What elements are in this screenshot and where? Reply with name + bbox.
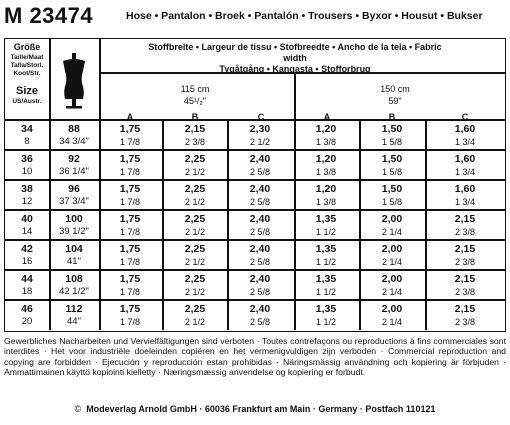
yardage-meters: 1,60 [454, 183, 476, 195]
col-header-150-b: B [388, 112, 396, 122]
hip-inch: 37 3/4" [59, 196, 89, 207]
yardage-meters: 2,15 [454, 273, 476, 285]
yardage-yards: 2 1/2 [184, 227, 206, 237]
size-us: 12 [21, 196, 33, 207]
hip-cm: 92 [68, 153, 80, 165]
yardage-meters: 1,60 [454, 153, 476, 165]
publisher-footer [0, 404, 510, 414]
yardage-yards: 2 5/8 [249, 197, 271, 207]
size-label-de: Größe [13, 42, 41, 52]
yardage-meters: 2,40 [249, 213, 271, 225]
hip-inch: 34 3/4" [59, 136, 89, 147]
size-label-es: Talla/Storl. [10, 62, 44, 69]
yardage-yards: 2 3/8 [454, 287, 476, 297]
size-eu: 44 [21, 273, 33, 285]
yardage-yards: 1 7/8 [119, 227, 141, 237]
yardage-meters: 1,75 [119, 273, 141, 285]
yardage-yards: 1 7/8 [119, 287, 141, 297]
yardage-yards: 1 3/8 [315, 197, 337, 207]
yardage-meters: 2,40 [249, 153, 271, 165]
yardage-meters: 1,20 [315, 123, 337, 135]
yardage-yards: 2 1/2 [184, 257, 206, 267]
size-eu: 34 [21, 123, 33, 135]
garment-name-languages: Hose • Pantalon • Broek • Pantalón • Trousers • Byxor • Housut • Bukser [126, 10, 483, 22]
yardage-meters: 1,20 [315, 153, 337, 165]
yardage-yards: 1 1/2 [315, 257, 337, 267]
yardage-yards: 2 5/8 [249, 257, 271, 267]
yardage-yards: 2 5/8 [249, 167, 271, 177]
yardage-yards: 2 1/4 [381, 317, 403, 327]
hip-inch: 36 1/4" [59, 166, 89, 177]
yardage-meters: 1,20 [315, 183, 337, 195]
yardage-meters: 2,00 [381, 243, 403, 255]
width-115-cm: 115 cm [180, 84, 210, 94]
yardage-yards: 2 1/4 [381, 227, 403, 237]
dress-form-icon [57, 53, 91, 111]
size-label-nl: Taille/Maat [10, 54, 44, 61]
yardage-meters: 1,35 [315, 243, 337, 255]
yardage-meters: 2,15 [454, 303, 476, 315]
hip-inch: 44" [67, 316, 81, 327]
hip-cm: 100 [65, 213, 83, 225]
col-header-115-c: C [257, 112, 265, 122]
yardage-yards: 1 7/8 [119, 257, 141, 267]
yardage-yards: 1 3/8 [315, 167, 337, 177]
yardage-meters: 2,15 [454, 243, 476, 255]
yardage-meters: 2,00 [381, 303, 403, 315]
yardage-yards: 1 5/8 [381, 197, 403, 207]
yardage-yards: 2 1/2 [184, 287, 206, 297]
yardage-table [4, 38, 506, 332]
yardage-meters: 2,25 [184, 243, 206, 255]
yardage-meters: 1,50 [381, 153, 403, 165]
yardage-meters: 2,25 [184, 213, 206, 225]
yardage-meters: 1,35 [315, 303, 337, 315]
size-us: 18 [21, 286, 33, 297]
yardage-yards: 1 1/2 [315, 287, 337, 297]
yardage-meters: 2,40 [249, 183, 271, 195]
yardage-yards: 1 5/8 [381, 137, 403, 147]
yardage-meters: 1,50 [381, 183, 403, 195]
width-150-inch: 59" [388, 96, 402, 106]
yardage-yards: 1 5/8 [381, 167, 403, 177]
size-label-us: US/Austr. [12, 98, 42, 105]
yardage-meters: 2,25 [184, 153, 206, 165]
yardage-yards: 2 1/2 [249, 137, 271, 147]
size-us: 14 [21, 226, 33, 237]
size-us: 10 [21, 166, 33, 177]
yardage-yards: 2 5/8 [249, 227, 271, 237]
yardage-meters: 1,75 [119, 123, 141, 135]
hip-inch: 41" [67, 256, 81, 267]
yardage-yards: 1 3/4 [454, 167, 476, 177]
hip-cm: 108 [65, 273, 83, 285]
size-label-en: Size [15, 85, 38, 97]
yardage-yards: 1 7/8 [119, 317, 141, 327]
col-header-150-c: C [461, 112, 469, 122]
yardage-meters: 2,00 [381, 273, 403, 285]
hip-cm: 96 [68, 183, 80, 195]
yardage-yards: 2 1/4 [381, 257, 403, 267]
pattern-header [4, 4, 506, 30]
yardage-meters: 1,50 [381, 123, 403, 135]
size-label-fi: Koot/Str. [13, 70, 41, 77]
yardage-meters: 1,75 [119, 183, 141, 195]
size-eu: 38 [21, 183, 33, 195]
yardage-yards: 1 3/4 [454, 137, 476, 147]
yardage-yards: 2 1/2 [184, 197, 206, 207]
yardage-meters: 2,25 [184, 303, 206, 315]
yardage-meters: 2,25 [184, 273, 206, 285]
yardage-yards: 2 3/8 [454, 257, 476, 267]
col-header-115-a: A [126, 112, 134, 122]
yardage-yards: 2 1/4 [381, 287, 403, 297]
size-us: 8 [24, 136, 30, 147]
yardage-meters: 1,75 [119, 213, 141, 225]
yardage-yards: 2 5/8 [249, 317, 271, 327]
yardage-yards: 2 3/8 [454, 227, 476, 237]
yardage-meters: 2,40 [249, 273, 271, 285]
yardage-meters: 1,60 [454, 123, 476, 135]
publisher-address: Modeverlag Arnold GmbH · 60036 Frankfurt am Main · Germany · Postfach 110121 [86, 404, 436, 414]
copyright-symbol: © [74, 404, 82, 414]
hip-inch: 42 1/2" [59, 286, 89, 297]
yardage-meters: 2,25 [184, 183, 206, 195]
col-header-150-a: A [323, 112, 331, 122]
yardage-meters: 2,00 [381, 213, 403, 225]
width-115-inch: 45¹/₂" [183, 96, 207, 106]
hip-cm: 88 [68, 123, 80, 135]
col-header-115-b: B [191, 112, 199, 122]
fabric-width-label: Stoffbreite • Largeur de tissu • Stofbreedte • Ancho de la tela • Fabric width Tygåtgång • Kangasta • Stofforbrug [148, 42, 442, 74]
size-eu: 40 [21, 213, 33, 225]
pattern-code: M 23474 [4, 3, 94, 28]
yardage-meters: 1,75 [119, 303, 141, 315]
hip-cm: 104 [65, 243, 83, 255]
size-eu: 42 [21, 243, 33, 255]
yardage-meters: 2,40 [249, 243, 271, 255]
yardage-meters: 1,75 [119, 243, 141, 255]
yardage-yards: 1 1/2 [315, 317, 337, 327]
yardage-yards: 1 7/8 [119, 197, 141, 207]
copyright-notice: Gewerbliches Nacharbeiten und Vervielfältigungen sind verboten · Toutes contrefaçons ou reproductions à fins commerciales sont interdites · Het voor industriële doeleinden copiëren en het vermenigvuldigen zijn verboden · Commercial reproduction and copying are forbidden · Ejecución y reproducción estan prohibidas · Näringsmässig användning och kopiering är förbjuden · Ammattimainen käyttö kopiointi kielletty · Næringsmæssig anvendelse og kopiering er forbudt. [4, 336, 506, 378]
size-eu: 46 [21, 303, 33, 315]
yardage-yards: 2 3/8 [184, 137, 206, 147]
yardage-yards: 1 7/8 [119, 137, 141, 147]
hip-inch: 39 1/2" [59, 226, 89, 237]
yardage-meters: 2,15 [454, 213, 476, 225]
yardage-yards: 2 3/8 [454, 317, 476, 327]
yardage-yards: 2 1/2 [184, 317, 206, 327]
yardage-meters: 1,35 [315, 273, 337, 285]
yardage-yards: 1 3/8 [315, 137, 337, 147]
yardage-yards: 2 1/2 [184, 167, 206, 177]
size-us: 16 [21, 256, 33, 267]
yardage-meters: 2,15 [184, 123, 206, 135]
yardage-meters: 2,30 [249, 123, 271, 135]
yardage-yards: 2 5/8 [249, 287, 271, 297]
hip-cm: 112 [65, 303, 83, 315]
yardage-yards: 1 3/4 [454, 197, 476, 207]
yardage-yards: 1 1/2 [315, 227, 337, 237]
width-150-cm: 150 cm [380, 84, 410, 94]
yardage-meters: 1,35 [315, 213, 337, 225]
yardage-meters: 2,40 [249, 303, 271, 315]
size-us: 20 [21, 316, 33, 327]
yardage-yards: 1 7/8 [119, 167, 141, 177]
yardage-meters: 1,75 [119, 153, 141, 165]
size-eu: 36 [21, 153, 33, 165]
